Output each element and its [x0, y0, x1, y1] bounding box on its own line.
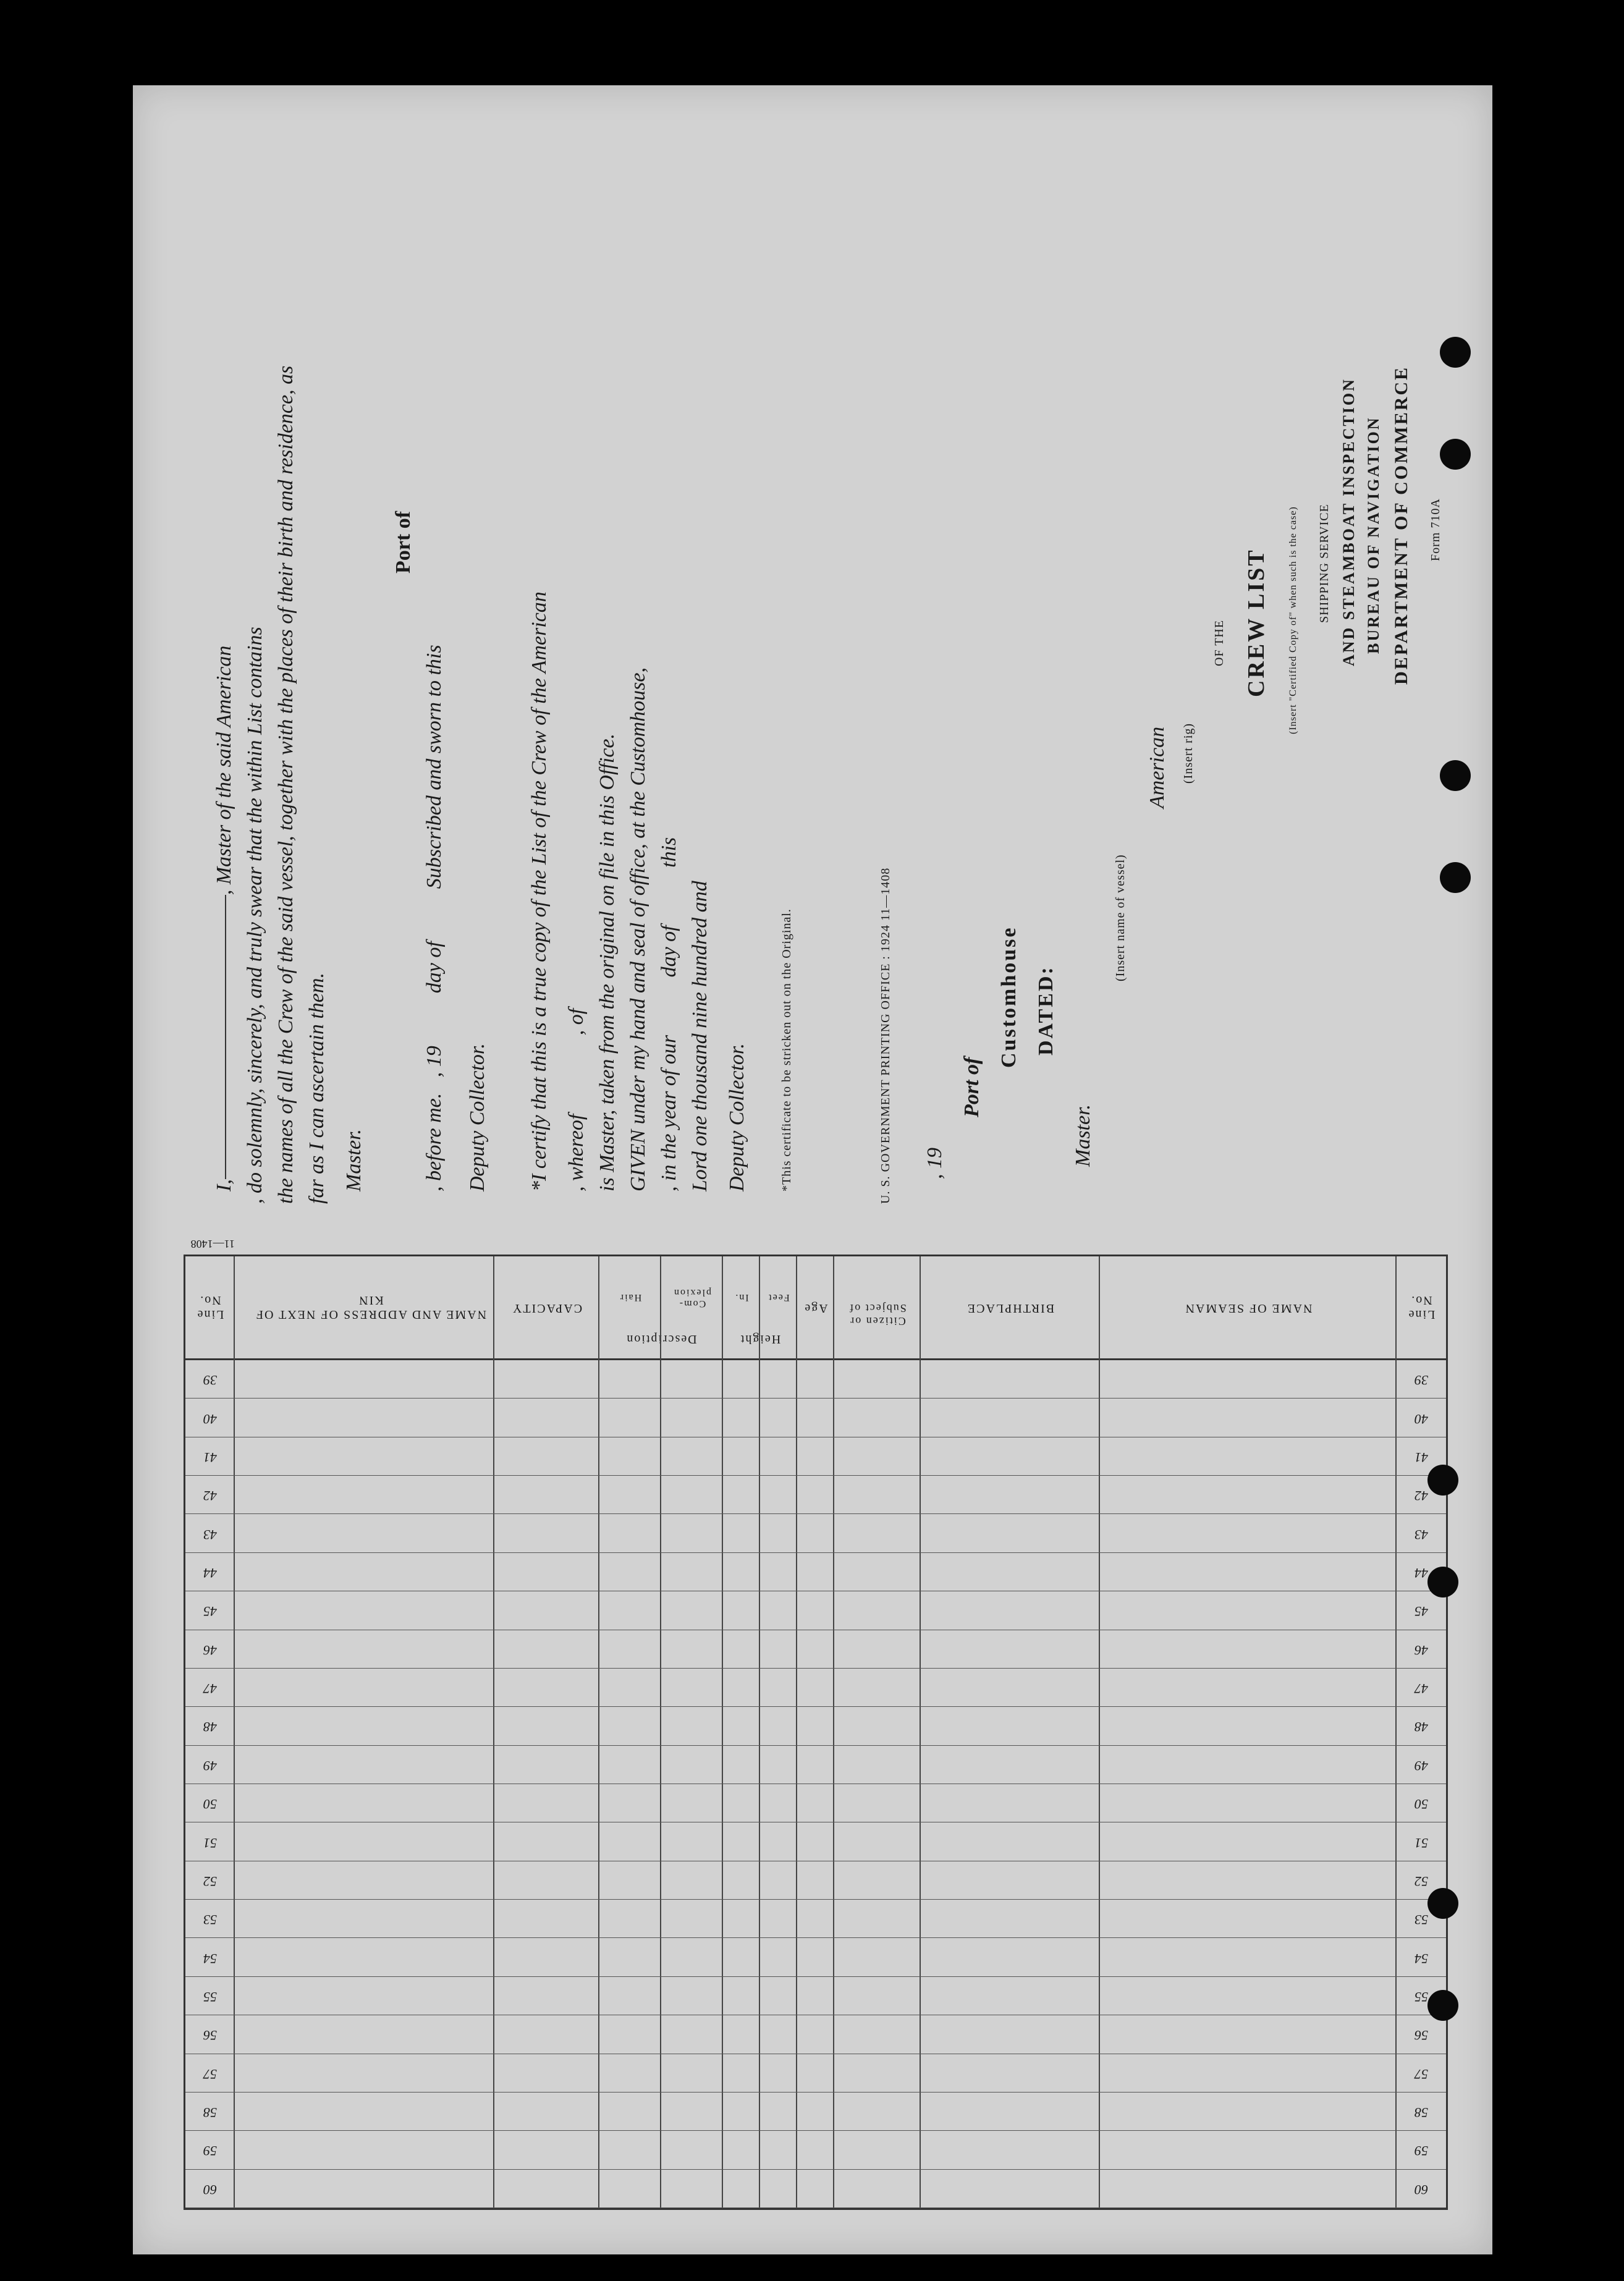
crew-table [184, 1238, 1448, 2210]
line-number: 42 [203, 1488, 217, 1504]
punch-hole [1440, 439, 1471, 470]
punch-hole [1440, 862, 1471, 893]
line-number: 46 [203, 1642, 217, 1658]
table-row [185, 1668, 1446, 1669]
header-line-no-right: Line No. [196, 1293, 224, 1321]
header-feet: Feet [768, 1292, 790, 1303]
oath-master-signature: Master. [342, 1128, 365, 1191]
header-name-of-seaman: NAME OF SEAMAN [1184, 1301, 1313, 1315]
punch-hole [1427, 1888, 1458, 1919]
line-number: 57 [203, 2066, 217, 2082]
header-age: Age [803, 1301, 828, 1315]
line-number: 47 [1415, 1681, 1428, 1697]
table-row [185, 2130, 1446, 2131]
table-row [185, 1745, 1446, 1746]
cover-year: , 19 [923, 1148, 946, 1179]
oath-line2: , do solemnly, sincerely, and truly swear that the within List contains [243, 627, 266, 1204]
line-number: 59 [203, 2143, 217, 2159]
line-number: 39 [1415, 1373, 1428, 1389]
oath-line1: I,, Master of the said American [213, 645, 235, 1191]
line-number: 44 [1415, 1565, 1428, 1581]
line-number: 50 [1415, 1796, 1428, 1813]
table-column-divider [660, 1256, 661, 2208]
certificate-line2: is Master, taken from the original on file in this Office. [596, 733, 619, 1191]
dept-line3: AND STEAMBOAT INSPECTION [1340, 378, 1358, 666]
punch-hole [1427, 1465, 1458, 1496]
line-number: 39 [203, 1373, 217, 1389]
line-number: 53 [203, 1912, 217, 1928]
cover-insert-vessel: (Insert name of vessel) [1114, 854, 1127, 981]
line-number: 56 [203, 2028, 217, 2044]
line-number: 52 [1415, 1873, 1428, 1889]
cover-port-of: Port of [960, 1057, 983, 1117]
form-number: Form 710A [1429, 498, 1442, 561]
line-number: 41 [203, 1449, 217, 1465]
header-line-no: Line No. [1407, 1293, 1436, 1321]
line-number: 54 [1415, 1950, 1428, 1966]
rotated-form [133, 85, 1492, 2254]
table-footer-code: 11—1408 [190, 1238, 235, 1250]
line-number: 46 [1415, 1642, 1428, 1658]
header-hair: Hair [619, 1292, 642, 1303]
document-sheet [133, 85, 1492, 2254]
certificate-line4: , in the year of our day of this [658, 837, 680, 1191]
punch-hole [1427, 1990, 1458, 2021]
line-number: 51 [203, 1835, 217, 1851]
table-header [185, 1255, 1446, 1360]
cover-of-the: OF THE [1212, 619, 1226, 666]
table-column-divider [920, 1256, 921, 2208]
line-number: 60 [203, 2182, 217, 2198]
line-number: 47 [203, 1681, 217, 1697]
header-inches: In. [734, 1292, 749, 1303]
line-number: 41 [1415, 1449, 1428, 1465]
table-row [185, 2207, 1446, 2208]
line-number: 58 [203, 2105, 217, 2121]
table-column-divider [759, 1256, 760, 2208]
table-row [185, 1513, 1446, 1514]
table-column-divider [234, 1256, 235, 2208]
line-number: 50 [203, 1796, 217, 1813]
table-row [185, 1899, 1446, 1900]
table-column-divider [833, 1256, 834, 2208]
table-row [185, 2092, 1446, 2093]
cover-crew-list-title: CREW LIST [1243, 548, 1269, 697]
header-description: Description [625, 1332, 697, 1346]
dept-shipping-service: SHIPPING SERVICE [1317, 504, 1331, 623]
certificate-line5: Lord one thousand nine hundred and [688, 881, 711, 1191]
table-row [185, 1398, 1446, 1399]
table-row [185, 1937, 1446, 1938]
line-number: 51 [1415, 1835, 1428, 1851]
table-column-divider [1099, 1256, 1100, 2208]
line-number: 52 [203, 1873, 217, 1889]
header-citizen: Citizen or Subject of [848, 1302, 907, 1327]
certificate-line3: GIVEN under my hand and seal of office, at the Customhouse, [627, 667, 649, 1191]
line-number: 59 [1415, 2143, 1428, 2159]
line-number: 45 [1415, 1604, 1428, 1620]
line-number: 44 [203, 1565, 217, 1581]
line-number: 42 [1415, 1488, 1428, 1504]
line-number: 43 [203, 1526, 217, 1543]
table-column-divider [796, 1256, 797, 2208]
table-row [185, 2169, 1446, 2170]
header-next-of-kin: NAME AND ADDRESS OF NEXT OF KIN [255, 1293, 487, 1321]
certificate-of-whereof: , whereof , of [565, 1008, 588, 1191]
line-number: 57 [1415, 2066, 1428, 2082]
certificate-deputy-collector: Deputy Collector. [725, 1043, 748, 1191]
certificate-line1: *I certify that this is a true copy of the List of the Crew of the American [528, 591, 551, 1191]
table-row [185, 1552, 1446, 1553]
line-number: 48 [203, 1719, 217, 1735]
table-row [185, 1976, 1446, 1977]
table-column-divider [1395, 1256, 1397, 2208]
cover-customhouse: Customhouse [997, 926, 1020, 1068]
printing-office: U. S. GOVERNMENT PRINTING OFFICE : 1924 11—1408 [879, 867, 892, 1204]
table-row [185, 1706, 1446, 1707]
line-number: 48 [1415, 1719, 1428, 1735]
cover-master: Master. [1072, 1104, 1094, 1167]
form-text-area [133, 104, 1492, 1241]
header-birthplace: BIRTHPLACE [966, 1301, 1055, 1315]
table-column-divider [493, 1256, 494, 2208]
line-number: 60 [1415, 2182, 1428, 2198]
table-column-divider [598, 1256, 599, 2208]
line-number: 55 [1415, 1989, 1428, 2005]
header-capacity: CAPACITY [511, 1301, 583, 1315]
line-number: 56 [1415, 2028, 1428, 2044]
line-number: 43 [1415, 1526, 1428, 1543]
punch-hole [1440, 760, 1471, 791]
cover-american: American [1146, 726, 1169, 808]
dept-line2: BUREAU OF NAVIGATION [1364, 416, 1382, 654]
line-number: 53 [1415, 1912, 1428, 1928]
header-complexion: Com- plexion [673, 1287, 711, 1309]
cover-insert-rig: (Insert rig) [1182, 722, 1195, 784]
line-number: 49 [203, 1758, 217, 1774]
punch-hole [1427, 1567, 1458, 1598]
oath-port-of: Port of [392, 510, 415, 573]
cover-dated: DATED: [1034, 965, 1057, 1056]
oath-subscribed: , before me. , 19 day of Subscribed and sworn to this [423, 645, 446, 1191]
cover-certified-note: (Insert "Certified Copy of" when such is the case) [1288, 506, 1298, 734]
line-number: 40 [1415, 1411, 1428, 1427]
line-number: 58 [1415, 2105, 1428, 2121]
oath-line4: far as I can ascertain them. [305, 973, 328, 1204]
line-number: 49 [1415, 1758, 1428, 1774]
line-number: 45 [203, 1604, 217, 1620]
table-column-divider [722, 1256, 723, 2208]
line-number: 55 [203, 1989, 217, 2005]
dept-line1: DEPARTMENT OF COMMERCE [1391, 365, 1411, 685]
table-row [185, 1475, 1446, 1476]
header-height: Height [739, 1332, 781, 1346]
line-number: 54 [203, 1950, 217, 1966]
line-number: 40 [203, 1411, 217, 1427]
oath-deputy-collector: Deputy Collector. [466, 1043, 489, 1191]
punch-hole [1440, 337, 1471, 368]
certificate-footnote: *This certificate to be stricken out on the Original. [780, 908, 793, 1191]
oath-line3: the names of all the Crew of the said vessel, together with the places of their birth and residence, as [274, 365, 297, 1204]
